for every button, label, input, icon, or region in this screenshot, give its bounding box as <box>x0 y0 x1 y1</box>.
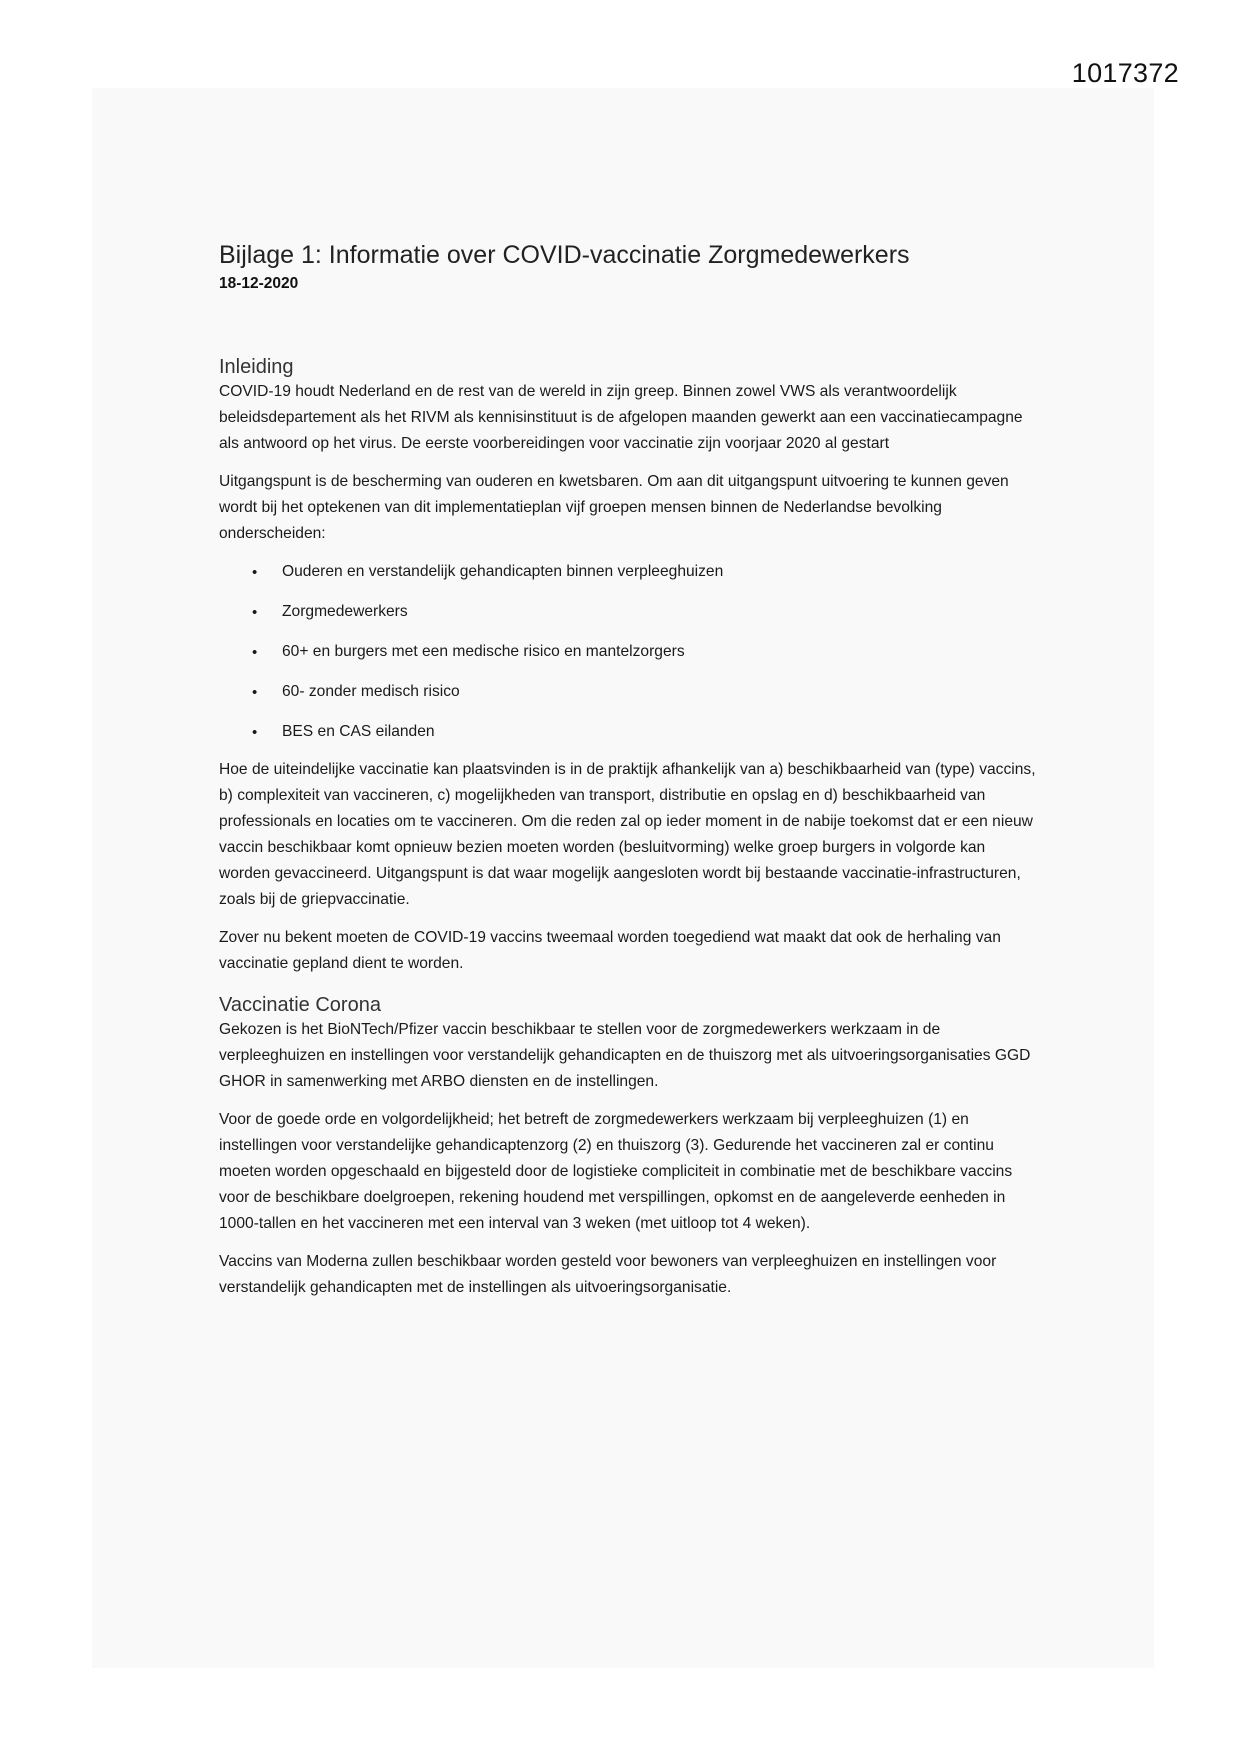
order-paragraph: Voor de goede orde en volgordelijkheid; het betreft de zorgmedewerkers werkzaam bij verpleeghuizen (1) en instellingen voor verstandelijke gehandicaptenzorg (2) en thuiszorg (3). Gedurende het vaccineren zal er continu moeten worden opgeschaald en bijgesteld door de logistieke compliciteit in combinatie met de beschikbare vaccins voor de beschikbare doelgroepen, rekening houdend met verspillingen, opkomst en de aangeleverde eenheden in 1000-tallen en het vaccineren met een interval van 3 weken (met uitloop tot 4 weken). <box>219 1111 1013 1233</box>
document-id: 1017372 <box>1071 58 1179 88</box>
bullet-icon: • <box>252 723 258 741</box>
list-item-label: Ouderen en verstandelijk gehandicapten binnen verpleeghuizen <box>282 563 724 581</box>
population-groups-list <box>219 559 1039 745</box>
two-doses-paragraph: Zover nu bekent moeten de COVID-19 vaccins tweemaal worden toegediend wat maakt dat ook de herhaling van vaccinatie gepland dient te worden. <box>219 929 1001 973</box>
list-item <box>252 639 1039 665</box>
intro-paragraph: COVID-19 houdt Nederland en de rest van de wereld in zijn greep. Binnen zowel VWS als verantwoordelijk beleidsdepartement als het RIVM als kennisinstituut is de afgelopen maanden gewerkt aan een vaccinatiecampagne als antwoord op het virus. De eerste voorbereidingen voor vaccinatie zijn voorjaar 2020 al gestart <box>219 383 1023 453</box>
bullet-icon: • <box>252 563 258 581</box>
dependencies-paragraph: Hoe de uiteindelijke vaccinatie kan plaatsvinden is in de praktijk afhankelijk van a) beschikbaarheid van (type) vaccins, b) complexiteit van vaccineren, c) mogelijkheden van transport, distributie en opslag en d) beschikbaarheid van professionals en locaties om te vaccineren. Om die reden zal op ieder moment in de nabije toekomst dat er een nieuw vaccin beschikbaar komt opnieuw bezien moeten worden (besluitvorming) welke groep burgers in volgorde kan worden gevaccineerd. Uitgangspunt is dat waar mogelijk aangesloten wordt bij bestaande vaccinatie-infrastructuren, zoals bij de griepvaccinatie. <box>219 761 1036 909</box>
list-item-label: 60- zonder medisch risico <box>282 683 460 701</box>
list-item <box>252 719 1039 745</box>
moderna-paragraph: Vaccins van Moderna zullen beschikbaar worden gesteld voor bewoners van verpleeghuizen en instellingen voor verstandelijk gehandicapten met de instellingen als uitvoeringsorganisatie. <box>219 1253 997 1297</box>
section-heading-vaccinatie-corona: Vaccinatie Corona <box>219 994 381 1017</box>
list-item <box>252 679 1039 705</box>
list-item <box>252 599 1039 625</box>
section-heading-inleiding: Inleiding <box>219 356 294 379</box>
document-body <box>219 240 1039 1301</box>
list-item-label: Zorgmedewerkers <box>282 603 408 621</box>
bullet-icon: • <box>252 643 258 661</box>
document-date: 18-12-2020 <box>219 275 299 293</box>
list-item-label: 60+ en burgers met een medische risico en mantelzorgers <box>282 643 685 661</box>
pfizer-paragraph: Gekozen is het BioNTech/Pfizer vaccin beschikbaar te stellen voor de zorgmedewerkers werkzaam in de verpleeghuizen en instellingen voor verstandelijk gehandicapten en de thuiszorg met als uitvoeringsorganisaties GGD GHOR in samenwerking met ARBO diensten en de instellingen. <box>219 1021 1031 1091</box>
bullet-icon: • <box>252 603 258 621</box>
bullet-icon: • <box>252 683 258 701</box>
list-item-label: BES en CAS eilanden <box>282 723 435 741</box>
document-title: Bijlage 1: Informatie over COVID-vaccinatie Zorgmedewerkers <box>219 241 910 269</box>
list-item <box>252 559 1039 585</box>
starting-point-paragraph: Uitgangspunt is de bescherming van ouderen en kwetsbaren. Om aan dit uitgangspunt uitvoering te kunnen geven wordt bij het optekenen van dit implementatieplan vijf groepen mensen binnen de Nederlandse bevolking onderscheiden: <box>219 473 1009 543</box>
